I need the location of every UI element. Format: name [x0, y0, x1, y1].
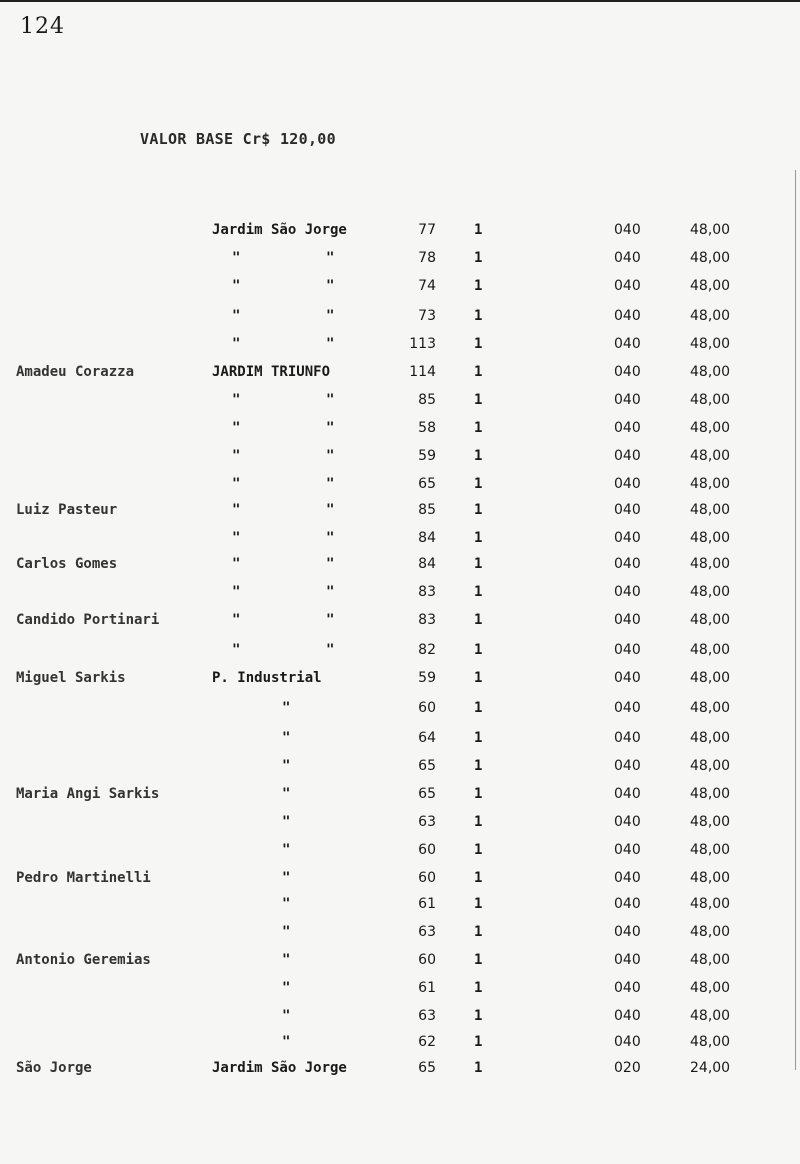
row-value: 48,00	[690, 980, 731, 996]
row-ditto: "	[282, 924, 291, 940]
table-row	[0, 842, 800, 862]
row-code: 040	[614, 980, 641, 996]
row-bairro: JARDIM TRIUNFO	[212, 364, 331, 380]
row-lote: 85	[418, 502, 436, 518]
row-quantity: 1	[474, 924, 483, 940]
table-row	[0, 642, 800, 662]
row-value: 48,00	[690, 842, 731, 858]
row-code: 040	[614, 670, 641, 686]
row-ditto: "	[326, 448, 335, 464]
row-code: 040	[614, 530, 641, 546]
row-ditto: "	[326, 278, 335, 294]
row-code: 040	[614, 1008, 641, 1024]
row-quantity: 1	[474, 700, 483, 716]
row-value: 48,00	[690, 642, 731, 658]
row-name: São Jorge	[16, 1060, 92, 1076]
table-row	[0, 530, 800, 550]
row-value: 48,00	[690, 924, 731, 940]
row-quantity: 1	[474, 842, 483, 858]
row-ditto: "	[326, 336, 335, 352]
row-ditto: "	[326, 502, 335, 518]
table-row	[0, 1060, 800, 1080]
row-code: 040	[614, 392, 641, 408]
row-lote: 60	[418, 842, 436, 858]
row-lote: 65	[418, 786, 436, 802]
row-ditto: "	[232, 308, 241, 324]
row-value: 48,00	[690, 476, 731, 492]
row-value: 48,00	[690, 392, 731, 408]
row-quantity: 1	[474, 476, 483, 492]
row-code: 040	[614, 222, 641, 238]
row-value: 48,00	[690, 336, 731, 352]
row-bairro: Jardim São Jorge	[212, 222, 347, 238]
row-code: 040	[614, 700, 641, 716]
row-value: 48,00	[690, 730, 731, 746]
table-row	[0, 612, 800, 632]
row-ditto: "	[326, 642, 335, 658]
row-ditto: "	[232, 336, 241, 352]
row-ditto: "	[232, 502, 241, 518]
table-row	[0, 336, 800, 356]
row-ditto: "	[326, 556, 335, 572]
row-value: 48,00	[690, 1008, 731, 1024]
row-ditto: "	[326, 420, 335, 436]
table-row	[0, 1034, 800, 1054]
row-value: 48,00	[690, 896, 731, 912]
row-code: 040	[614, 642, 641, 658]
row-lote: 65	[418, 1060, 436, 1076]
row-ditto: "	[282, 700, 291, 716]
row-lote: 59	[418, 670, 436, 686]
table-row	[0, 278, 800, 298]
row-ditto: "	[232, 584, 241, 600]
row-ditto: "	[326, 392, 335, 408]
row-value: 48,00	[690, 1034, 731, 1050]
row-lote: 63	[418, 814, 436, 830]
row-code: 040	[614, 476, 641, 492]
row-ditto: "	[282, 952, 291, 968]
row-lote: 65	[418, 758, 436, 774]
row-quantity: 1	[474, 1008, 483, 1024]
table-row	[0, 420, 800, 440]
table-row	[0, 924, 800, 944]
table-row	[0, 980, 800, 1000]
row-ditto: "	[232, 530, 241, 546]
row-code: 040	[614, 842, 641, 858]
table-row	[0, 670, 800, 690]
row-lote: 61	[418, 896, 436, 912]
row-lote: 77	[418, 222, 436, 238]
row-name: Antonio Geremias	[16, 952, 151, 968]
table-row	[0, 786, 800, 806]
row-ditto: "	[326, 250, 335, 266]
table-row	[0, 476, 800, 496]
row-name: Luiz Pasteur	[16, 502, 118, 518]
row-ditto: "	[326, 612, 335, 628]
row-quantity: 1	[474, 670, 483, 686]
row-ditto: "	[232, 278, 241, 294]
row-name: Candido Portinari	[16, 612, 160, 628]
row-lote: 74	[418, 278, 436, 294]
row-quantity: 1	[474, 814, 483, 830]
table-row	[0, 556, 800, 576]
row-quantity: 1	[474, 308, 483, 324]
row-quantity: 1	[474, 1034, 483, 1050]
row-value: 48,00	[690, 250, 731, 266]
row-quantity: 1	[474, 758, 483, 774]
table-row	[0, 222, 800, 242]
row-ditto: "	[326, 308, 335, 324]
row-value: 48,00	[690, 502, 731, 518]
row-value: 48,00	[690, 670, 731, 686]
row-code: 040	[614, 896, 641, 912]
table-row	[0, 584, 800, 604]
row-quantity: 1	[474, 870, 483, 886]
row-lote: 60	[418, 700, 436, 716]
table-row	[0, 364, 800, 384]
row-lote: 58	[418, 420, 436, 436]
row-ditto: "	[282, 786, 291, 802]
row-value: 48,00	[690, 786, 731, 802]
row-quantity: 1	[474, 530, 483, 546]
row-quantity: 1	[474, 896, 483, 912]
row-lote: 64	[418, 730, 436, 746]
row-lote: 73	[418, 308, 436, 324]
row-value: 48,00	[690, 870, 731, 886]
table-row	[0, 896, 800, 916]
table-row	[0, 870, 800, 890]
row-name: Maria Angi Sarkis	[16, 786, 160, 802]
row-quantity: 1	[474, 420, 483, 436]
table-row	[0, 700, 800, 720]
row-ditto: "	[232, 420, 241, 436]
row-lote: 83	[418, 584, 436, 600]
row-ditto: "	[282, 1008, 291, 1024]
row-quantity: 1	[474, 448, 483, 464]
row-quantity: 1	[474, 278, 483, 294]
row-lote: 62	[418, 1034, 436, 1050]
row-ditto: "	[232, 392, 241, 408]
row-value: 48,00	[690, 308, 731, 324]
row-quantity: 1	[474, 502, 483, 518]
row-ditto: "	[232, 556, 241, 572]
row-code: 040	[614, 870, 641, 886]
row-name: Amadeu Corazza	[16, 364, 135, 380]
row-bairro: P. Industrial	[212, 670, 322, 686]
row-value: 48,00	[690, 222, 731, 238]
row-value: 48,00	[690, 952, 731, 968]
row-lote: 82	[418, 642, 436, 658]
row-quantity: 1	[474, 392, 483, 408]
row-code: 040	[614, 308, 641, 324]
row-bairro: Jardim São Jorge	[212, 1060, 347, 1076]
row-ditto: "	[326, 584, 335, 600]
row-ditto: "	[232, 250, 241, 266]
row-name: Miguel Sarkis	[16, 670, 126, 686]
table-row	[0, 308, 800, 328]
row-value: 48,00	[690, 612, 731, 628]
row-code: 040	[614, 1034, 641, 1050]
row-lote: 114	[409, 364, 436, 380]
row-ditto: "	[232, 476, 241, 492]
row-ditto: "	[282, 758, 291, 774]
row-quantity: 1	[474, 336, 483, 352]
row-quantity: 1	[474, 730, 483, 746]
row-value: 48,00	[690, 758, 731, 774]
row-lote: 60	[418, 952, 436, 968]
row-value: 48,00	[690, 364, 731, 380]
row-value: 48,00	[690, 556, 731, 572]
row-lote: 60	[418, 870, 436, 886]
row-ditto: "	[282, 842, 291, 858]
row-quantity: 1	[474, 556, 483, 572]
row-lote: 84	[418, 530, 436, 546]
table-row	[0, 250, 800, 270]
page-heading: VALOR BASE Cr$ 120,00	[140, 130, 336, 148]
table-row	[0, 814, 800, 834]
table-row	[0, 502, 800, 522]
row-value: 48,00	[690, 700, 731, 716]
row-ditto: "	[232, 642, 241, 658]
row-lote: 113	[409, 336, 436, 352]
row-code: 040	[614, 952, 641, 968]
row-code: 040	[614, 730, 641, 746]
table-row	[0, 758, 800, 778]
row-name: Pedro Martinelli	[16, 870, 151, 886]
row-lote: 63	[418, 924, 436, 940]
row-quantity: 1	[474, 1060, 483, 1076]
row-value: 24,00	[690, 1060, 731, 1076]
row-code: 040	[614, 364, 641, 380]
row-quantity: 1	[474, 952, 483, 968]
table-row	[0, 1008, 800, 1028]
row-code: 040	[614, 250, 641, 266]
table-row	[0, 448, 800, 468]
row-quantity: 1	[474, 250, 483, 266]
row-ditto: "	[282, 896, 291, 912]
row-value: 48,00	[690, 814, 731, 830]
row-value: 48,00	[690, 530, 731, 546]
row-quantity: 1	[474, 364, 483, 380]
table-row	[0, 730, 800, 750]
row-ditto: "	[282, 730, 291, 746]
row-code: 040	[614, 786, 641, 802]
row-ditto: "	[282, 1034, 291, 1050]
row-ditto: "	[326, 530, 335, 546]
row-lote: 65	[418, 476, 436, 492]
row-value: 48,00	[690, 448, 731, 464]
row-quantity: 1	[474, 786, 483, 802]
row-code: 020	[614, 1060, 641, 1076]
row-ditto: "	[326, 476, 335, 492]
row-lote: 63	[418, 1008, 436, 1024]
row-quantity: 1	[474, 612, 483, 628]
row-lote: 78	[418, 250, 436, 266]
row-code: 040	[614, 448, 641, 464]
row-code: 040	[614, 420, 641, 436]
row-value: 48,00	[690, 420, 731, 436]
row-lote: 61	[418, 980, 436, 996]
page-number: 124	[20, 14, 65, 39]
row-ditto: "	[232, 448, 241, 464]
row-lote: 83	[418, 612, 436, 628]
row-ditto: "	[282, 814, 291, 830]
row-code: 040	[614, 502, 641, 518]
row-quantity: 1	[474, 980, 483, 996]
row-code: 040	[614, 758, 641, 774]
row-quantity: 1	[474, 222, 483, 238]
table-row	[0, 952, 800, 972]
row-code: 040	[614, 584, 641, 600]
row-ditto: "	[232, 612, 241, 628]
row-lote: 84	[418, 556, 436, 572]
table-row	[0, 392, 800, 412]
row-value: 48,00	[690, 584, 731, 600]
row-code: 040	[614, 814, 641, 830]
row-quantity: 1	[474, 642, 483, 658]
row-name: Carlos Gomes	[16, 556, 118, 572]
row-code: 040	[614, 612, 641, 628]
row-lote: 59	[418, 448, 436, 464]
row-code: 040	[614, 278, 641, 294]
row-ditto: "	[282, 980, 291, 996]
row-value: 48,00	[690, 278, 731, 294]
row-quantity: 1	[474, 584, 483, 600]
row-lote: 85	[418, 392, 436, 408]
row-code: 040	[614, 924, 641, 940]
row-ditto: "	[282, 870, 291, 886]
row-code: 040	[614, 336, 641, 352]
row-code: 040	[614, 556, 641, 572]
